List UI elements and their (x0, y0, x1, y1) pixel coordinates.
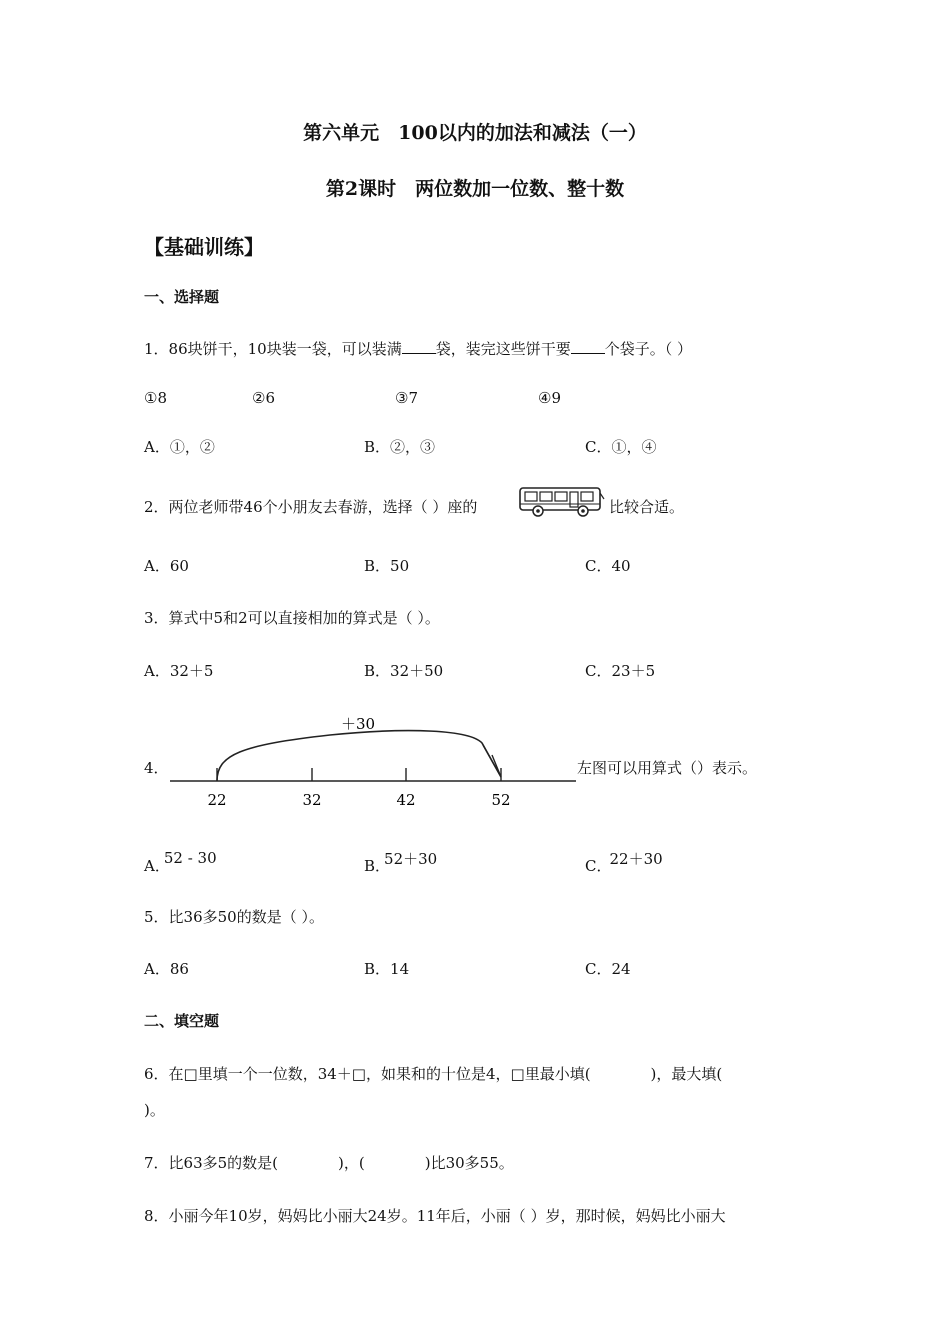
question-6-line2: )。 (144, 1101, 165, 1119)
q1-option-a[interactable]: A．①，② (144, 438, 215, 456)
page-subtitle: 第2课时 两位数加一位数、整十数 (325, 178, 625, 200)
question-1 (144, 338, 692, 359)
q2-option-b[interactable]: B．50 (364, 557, 410, 575)
q4-option-c[interactable] (585, 849, 663, 875)
q1-choice-1: ①8 (144, 389, 167, 407)
question-8: 8．小丽今年10岁，妈妈比小丽大24岁。11年后，小丽（ ）岁，那时候，妈妈比小丽大 (144, 1207, 726, 1225)
question-3: 3．算式中5和2可以直接相加的算式是（ ）。 (144, 609, 440, 627)
q4-option-c-letter: C． (585, 857, 612, 875)
q4-option-a-letter: A． (144, 857, 170, 875)
q1-text-a: 1．86块饼干，10块装一袋，可以装满 (144, 340, 402, 358)
q1-choice-4: ④9 (538, 389, 561, 407)
q5-option-a[interactable]: A．86 (144, 960, 189, 978)
q4-option-c-expr: 22＋30 (609, 850, 663, 868)
tick-label-42: 42 (396, 791, 416, 809)
q3-option-c[interactable]: C．23＋5 (585, 662, 656, 680)
part2-heading: 二、填空题 (144, 1012, 220, 1030)
q1-option-b[interactable]: B．②，③ (364, 438, 436, 456)
tick-label-22: 22 (207, 791, 227, 809)
arc-label: ＋30 (340, 715, 376, 733)
q2-text-b: 比较合适。 (609, 498, 685, 516)
q2-text-a: 2．两位老师带46个小朋友去春游，选择（ ）座的 (144, 498, 478, 516)
tick-label-52: 52 (491, 791, 511, 809)
q4-option-b[interactable] (364, 849, 438, 875)
q1-text-c: 个袋子。（ ） (604, 340, 693, 358)
number-line-diagram (160, 705, 580, 815)
q4-option-b-expr: 52＋30 (384, 850, 438, 868)
page-title: 第六单元 100以内的加法和减法（一） (303, 122, 647, 144)
q4-number: 4． (144, 759, 169, 777)
q1-option-c[interactable]: C．①，④ (585, 438, 657, 456)
q5-option-c[interactable]: C．24 (585, 960, 631, 978)
part1-heading: 一、选择题 (144, 288, 220, 306)
q2-option-a[interactable]: A．60 (144, 557, 189, 575)
q1-choice-3: ③7 (395, 389, 418, 407)
q3-option-a[interactable]: A．32＋5 (144, 662, 214, 680)
q4-text: 左图可以用算式（）表示。 (577, 759, 758, 777)
q4-option-a-expr: 52 - 30 (163, 849, 217, 867)
q5-option-b[interactable]: B．14 (364, 960, 410, 978)
q1-text-b: 袋，装完这些饼干要 (435, 340, 571, 358)
q1-choice-2: ②6 (252, 389, 275, 407)
q2-option-c[interactable]: C．40 (585, 557, 631, 575)
q4-option-b-letter: B． (364, 857, 391, 875)
q3-option-b[interactable]: B．32＋50 (364, 662, 444, 680)
question-7: 7．比63多5的数是( )，( )比30多55。 (144, 1154, 514, 1172)
q4-option-a[interactable] (144, 849, 217, 875)
question-2 (144, 496, 477, 517)
question-5: 5．比36多50的数是（ ）。 (144, 908, 324, 926)
question-6-line1: 6．在□里填一个一位数，34＋□，如果和的十位是4，□里最小填( )，最大填( (144, 1065, 723, 1083)
section-label: 【基础训练】 (144, 235, 264, 259)
tick-label-32: 32 (302, 791, 322, 809)
bus-icon (518, 485, 606, 519)
q1-blank-1[interactable] (402, 339, 436, 354)
q1-blank-2[interactable] (571, 339, 605, 354)
